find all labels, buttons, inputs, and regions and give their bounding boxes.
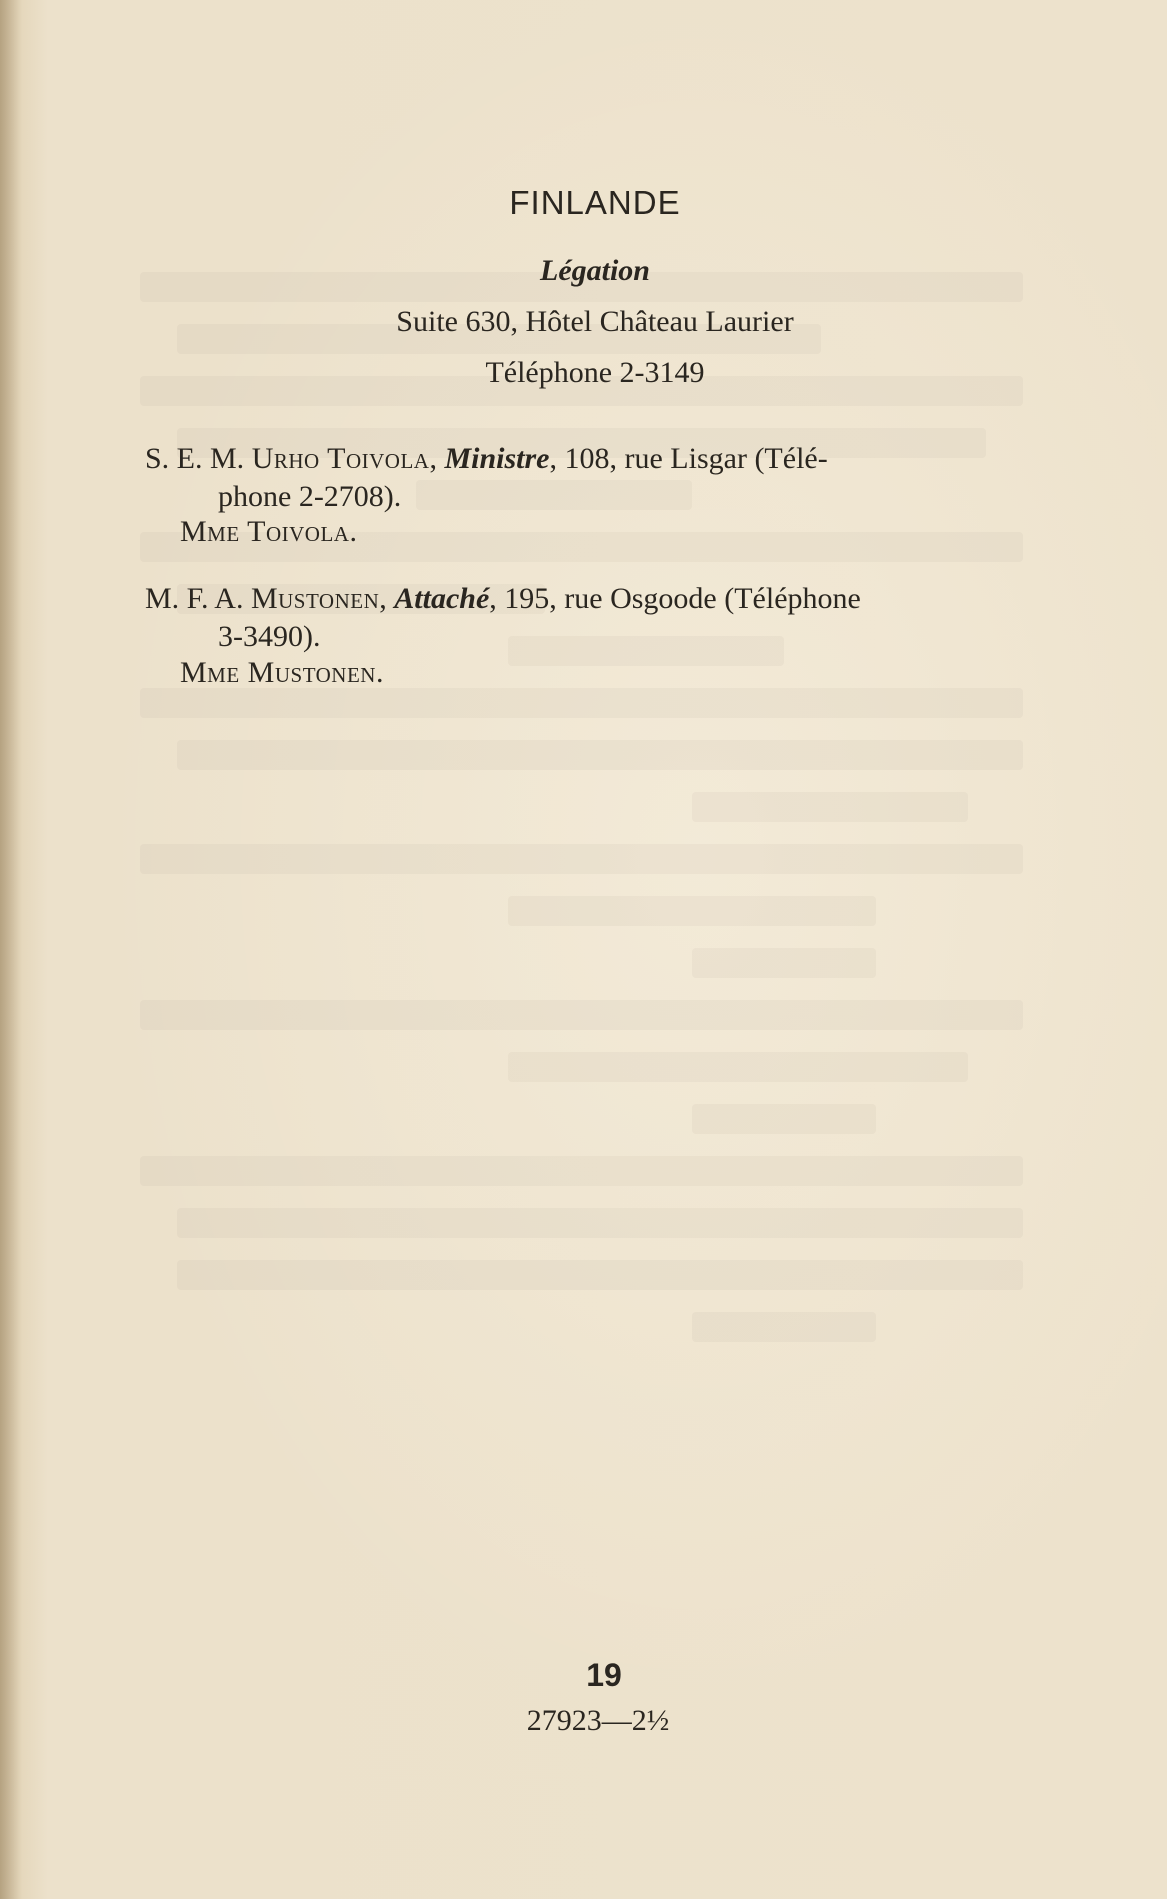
entry-prefix: M. F. A.: [145, 582, 244, 615]
entry-spouse: Mme Toivola.: [180, 515, 358, 548]
entry-spouse: Mme Mustonen.: [180, 656, 384, 689]
entry-name: Urho Toivola: [251, 442, 430, 475]
entry-prefix: S. E. M.: [145, 442, 245, 475]
entry-first-line: S. E. M. Urho Toivola, Ministre, 108, rue Lisgar (Télé-: [145, 442, 828, 475]
page-number: 19: [586, 1657, 622, 1693]
entry-name: Mustonen: [250, 582, 380, 615]
section-heading: Légation: [540, 254, 650, 287]
directory-entry: [145, 440, 1055, 516]
print-code: 27923—2½: [526, 1704, 670, 1737]
directory-entry: [145, 580, 1055, 656]
entry-title: Attaché: [394, 582, 490, 615]
legation-address: Suite 630, Hôtel Château Laurier: [396, 305, 794, 338]
legation-phone: Téléphone 2-3149: [485, 356, 705, 389]
entry-address-continued: phone 2-2708).: [218, 480, 402, 513]
entry-title: Ministre: [444, 442, 550, 475]
entry-address: 108, rue Lisgar (Télé-: [564, 442, 828, 475]
entry-address-continued: 3-3490).: [218, 620, 321, 653]
entry-address: 195, rue Osgoode (Téléphone: [504, 582, 861, 615]
entry-first-line: M. F. A. Mustonen, Attaché, 195, rue Osgoode (Téléphone: [145, 582, 861, 615]
country-heading: FINLANDE: [509, 184, 681, 221]
